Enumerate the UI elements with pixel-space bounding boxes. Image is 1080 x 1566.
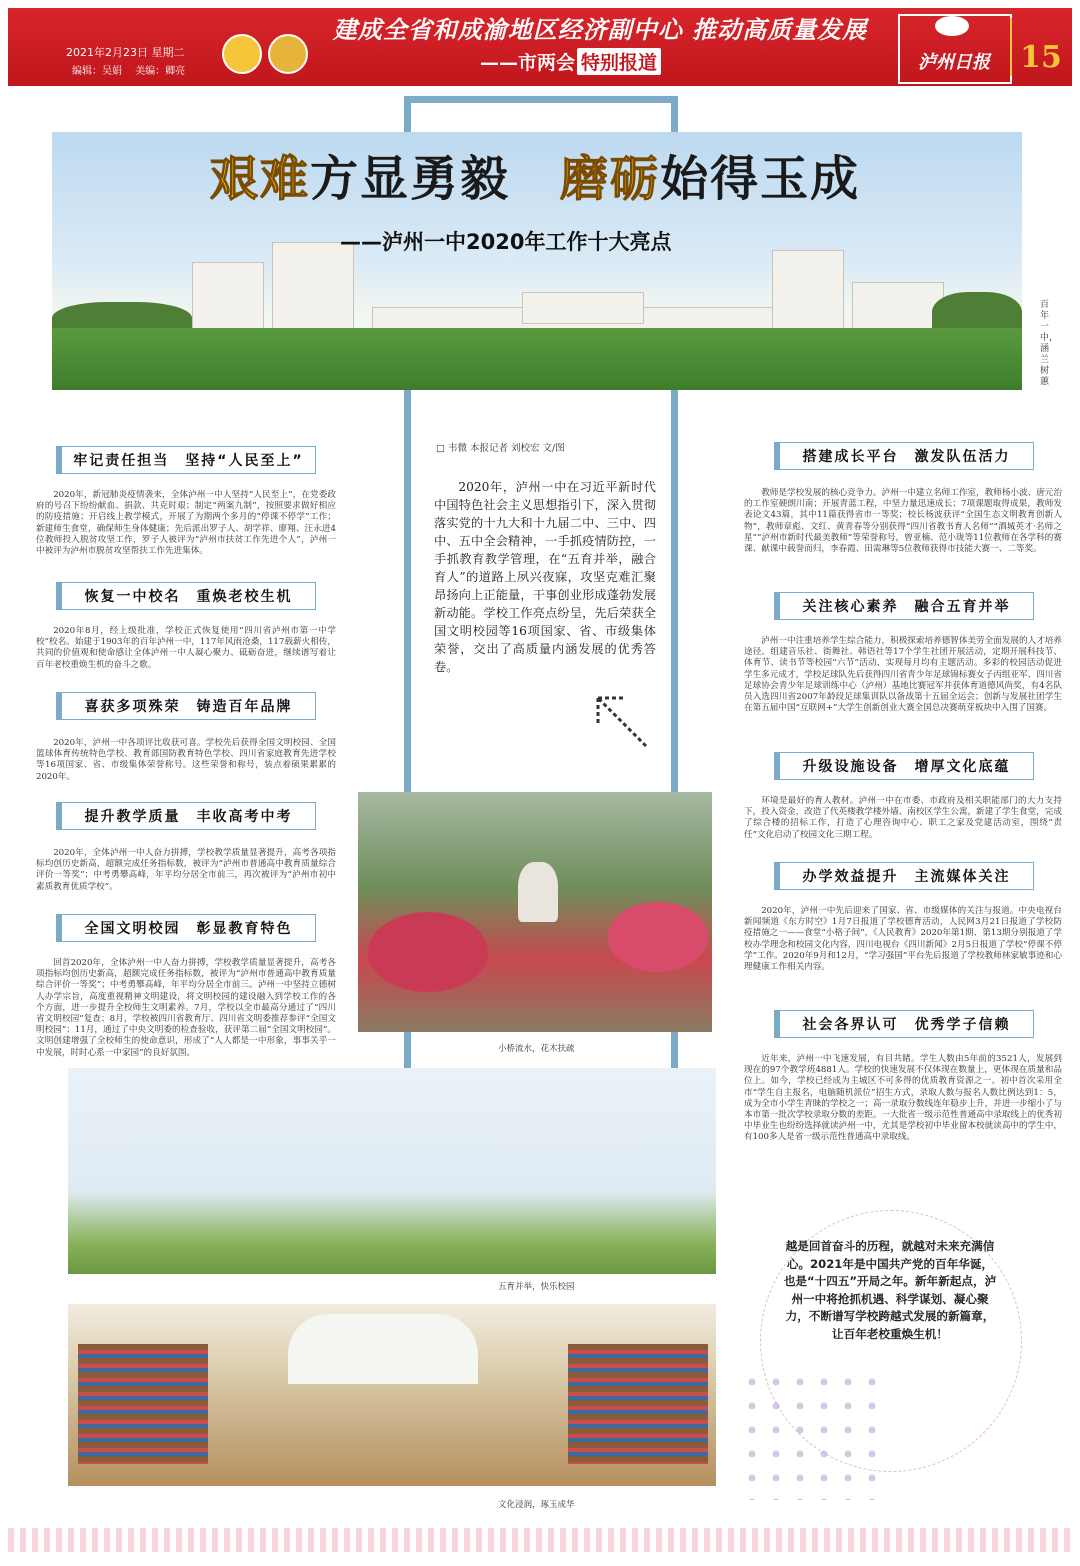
section-heading: 恢复一中校名 重焕老校生机 — [56, 582, 316, 610]
section-body: 2020年，新冠肺炎疫情袭来，全体泸州一中人坚持“人民至上”，在党委政府的号召下纷纷献血、捐款、共克时艰；制定“两案九制”，按照要求做好相应的防疫措施；开启线上教学模式，开展了为期两个多月的“停课不停学”工作；新建师生食堂，确保师生身体健康；先后派出罗子人、胡学祥、廖翔、汪永进4位教师投入脱贫攻坚工作，罗子人被评为“泸州市扶贫工作先进个人”，泸州一中被评为泸州市脱贫攻坚帮扶工作先进集体。 — [36, 490, 336, 557]
section-heading: 升级设施设备 增厚文化底蕴 — [774, 752, 1034, 780]
flower-bed — [608, 902, 708, 972]
section-body: 教师是学校发展的核心竞争力。泸州一中建立名师工作室，教师杨小波、唐元治的工作室硬朗川南；开展青蓝工程，中坚力量迅速成长；7项课题取得成果，教师发表论文43篇，其中11篇获得省市一等奖；校长杨波获评“全国生态文明教育创新人物”，教师章彪、文红、黄青春等分别获得“四川省教书育人名师”“酒城英才·名师之星”“泸州市新时代最美教师”等荣誉称号，曾亚楠、范小珑等11位教师在各学科的赛课、献课中载誉而归，李春霞、田需琳等5位教师获得市技能大赛一、二等奖。 — [744, 488, 1062, 555]
newspaper-name: 泸州日报 — [918, 52, 990, 73]
title-part: 方显勇毅 — [310, 151, 511, 207]
photo-caption: 五育并举，快乐校园 — [498, 1282, 575, 1292]
section-body: 近年来，泸州一中飞速发展，有目共睹。学生人数由5年前的3521人，发展到现在的97个教学班4881人。学校的快速发展不仅体现在数量上，更体现在质量和品位上。如今，学校已经成为主城区不可多得的优质教育资源之一。初中首次采用全市“学生自主报名，电脑随机派位”招生方式，录取人数与报名人数比例达到1：5，成为全市小学生青睐的学校之一；高一录取分数线连年稳步上升，并进一步缩小了与本市第一批次学校录取分数的差距。一大批省一级示范性普通高中录取线上的优秀初中毕业生也纷纷选择就读泸州一中，尤其是学校初中毕业留本校就读高中的学生中，有100多人是省一级示范性普通高中录取线。 — [744, 1054, 1062, 1143]
masthead-subtitle — [480, 48, 661, 75]
national-emblem-icon — [222, 34, 262, 74]
section-body: 环境是最好的育人教材。泸州一中在市委、市政府及相关职能部门的大力支持下，投入资金，改造了代英楼教学楼外墙、南校区学生公寓，新建了学生食堂，完成了综合楼的招标工作，打造了心理咨询中心、职工之家及党建活动室，围绕“责任”文化启动了校园文化三期工程。 — [744, 796, 1062, 840]
editor-credit: 编辑：吴娟 美编：卿亮 — [72, 66, 186, 77]
special-report-badge: 特别报道 — [577, 48, 661, 75]
section-heading: 社会各界认可 优秀学子信赖 — [774, 1010, 1034, 1038]
byline: □ 韦微 本报记者 刘校宏 文/图 — [436, 443, 565, 454]
sports-field — [52, 328, 1022, 390]
title-part: 磨砺 — [560, 151, 661, 207]
section-body: 回首2020年，全体泸州一中人奋力拼搏，学校教学质量显著提升，高考各项指标均创历史新高，超额完成任务指标数，被评为“泸州市普通高中教育质量综合评价一等奖”；中考勇攀高峰，年平均分居全市前三。泸州一中坚持立德树人办学宗旨，高度重视精神文明建设，将文明校园的建设融入到学校工作的各个方面，进一步提升全校师生文明素养。7月，学校以全市最高分通过了“四川省文明校园”复查；8月，学校被四川省教育厅、四川省文明委推荐参评“全国文明校园”；11月，通过了中央文明委的检查验收，获评第二届“全国文明校园”。文明创建增强了全校师生的使命意识，形成了“人人都是一中形象，事事关乎一中发展，时时心系一中家园”的良好氛围。 — [36, 958, 336, 1058]
masthead-sub-prefix: ——市两会 — [480, 52, 576, 74]
statue — [518, 862, 558, 922]
library-photo — [68, 1304, 716, 1486]
flower-bed — [368, 912, 488, 992]
hero-photo-caption: 百年一中，涵兰树蕙 — [1040, 300, 1059, 387]
photo-caption: 小桥流水，花木扶疏 — [498, 1044, 575, 1054]
campus-garden-photo — [358, 792, 712, 1032]
bookshelf — [78, 1344, 208, 1464]
section-body: 2020年8月，经上级批准，学校正式恢复使用“四川省泸州市第一中学校”校名。始建于1903年的百年泸州一中，117年风雨沧桑，117载薪火相传，共同的价值观和使命感让全体泸州一中人凝心聚力、砥砺奋进，继续谱写着让百年老校重焕生机的奋斗之歌。 — [36, 626, 336, 670]
section-heading: 全国文明校园 彰显教育特色 — [56, 914, 316, 942]
cppcc-emblem-icon — [268, 34, 308, 74]
page-title — [210, 140, 860, 209]
bottom-decorative-band — [8, 1528, 1072, 1552]
section-heading: 办学效益提升 主流媒体关注 — [774, 862, 1034, 890]
section-heading: 牢记责任担当 坚持“人民至上” — [56, 446, 316, 474]
students-jumping-photo — [68, 1068, 716, 1274]
newspaper-logo-icon — [935, 16, 969, 36]
wisteria-decoration — [740, 1370, 880, 1500]
page-number: 15 — [1020, 40, 1062, 75]
section-body: 2020年，全体泸州一中人奋力拼搏，学校教学质量显著提升，高考各项指标均创历史新高，超额完成任务指标数，被评为“泸州市普通高中教育质量综合评价一等奖”；中考勇攀高峰，年平均分居全市前三，再次被评为“泸州市初中素质教育优质学校”。 — [36, 848, 336, 892]
title-part: 始得玉成 — [660, 151, 861, 207]
section-heading: 关注核心素养 融合五育并举 — [774, 592, 1034, 620]
section-body: 泸州一中注重培养学生综合能力，积极探索培养德智体美劳全面发展的人才培养途径。组建音乐社、街舞社、韩语社等17个学生社团开展活动，定期开展科技节、体育节、读书节等校园“六节”活动，实现每月均有主题活动。多彩的校园活动促进学生多元成才，学校足球队先后获得四川省青少年足球锦标赛女子丙组亚军、四川省足球协会青少年足球训练中心（泸州）基地比赛冠军并获体育道德风尚奖，有4名队员入选四川省2007年龄段足球集训队以备战第十五届全运会；创新与发展社团学生在第五届中国“互联网+”大学生创新创业大赛全国总决赛萌芽板块中入围了国赛。 — [744, 636, 1062, 714]
masthead-slogan: 建成全省和成渝地区经济副中心 推动高质量发展 — [332, 16, 868, 44]
photo-caption: 文化浸润，琢玉成华 — [498, 1500, 575, 1510]
page-number-divider — [1010, 18, 1012, 76]
issue-date: 2021年2月23日 星期二 — [66, 46, 185, 59]
bookshelf — [568, 1344, 708, 1464]
closing-paragraph: 越是回首奋斗的历程，就越对未来充满信心。2021年是中国共产党的百年华诞，也是“十四五”开局之年。新年新起点，泸州一中将抢抓机遇、科学谋划、凝心聚力，不断谱写学校跨越式发展的新篇章，让百年老校重焕生机！ — [783, 1239, 997, 1341]
section-heading: 提升教学质量 丰收高考中考 — [56, 802, 316, 830]
library-window — [288, 1314, 478, 1384]
building — [192, 262, 264, 334]
school-main-building-center — [522, 292, 644, 324]
title-part: 艰难 — [210, 151, 311, 207]
arrow-up-left-icon — [590, 690, 650, 750]
section-body: 2020年，泸州一中各项评比收获可喜。学校先后获得全国文明校园、全国篮球体育传统特色学校、教育部国防教育特色学校、四川省家庭教育先进学校等16项国家、省、市级集体荣誉称号。这些荣誉和称号，装点着硕果累累的2020年。 — [36, 738, 336, 782]
page-subtitle: ——泸州一中2020年工作十大亮点 — [340, 230, 672, 254]
section-heading: 喜获多项殊荣 铸造百年品牌 — [56, 692, 316, 720]
lead-paragraph: 2020年，泸州一中在习近平新时代中国特色社会主义思想指引下，深入贯彻落实党的十九大和十九届二中、三中、四中、五中全会精神，一手抓疫情防控，一手抓教育教学管理，在“五育并举，融合育人”的道路上夙兴夜寐，攻坚克难汇聚昂扬向上正能量，干事创业形成蓬勃发展新动能。学校工作亮点纷呈，先后荣获全国文明校园等16项国家、省、市级集体荣誉，交出了高质量内涵发展的优秀答卷。 — [434, 480, 656, 674]
section-heading: 搭建成长平台 激发队伍活力 — [774, 442, 1034, 470]
section-body: 2020年，泸州一中先后迎来了国家、省、市级媒体的关注与报道。中央电视台新闻频道《东方时空》1月7日报道了学校德育活动，人民网3月21日报道了学校防疫措施之一——食堂“小格子间”，《人民教育》2020年第1期、第13期分别报道了学校办学理念和校园文化内容，四川电视台《四川新闻》2月5日报道了学校“停课不停学”工作。2020年9月和12月，“学习强国”平台先后报道了学校教师林家敏事迹和心理健康工作相关内容。 — [744, 906, 1062, 973]
